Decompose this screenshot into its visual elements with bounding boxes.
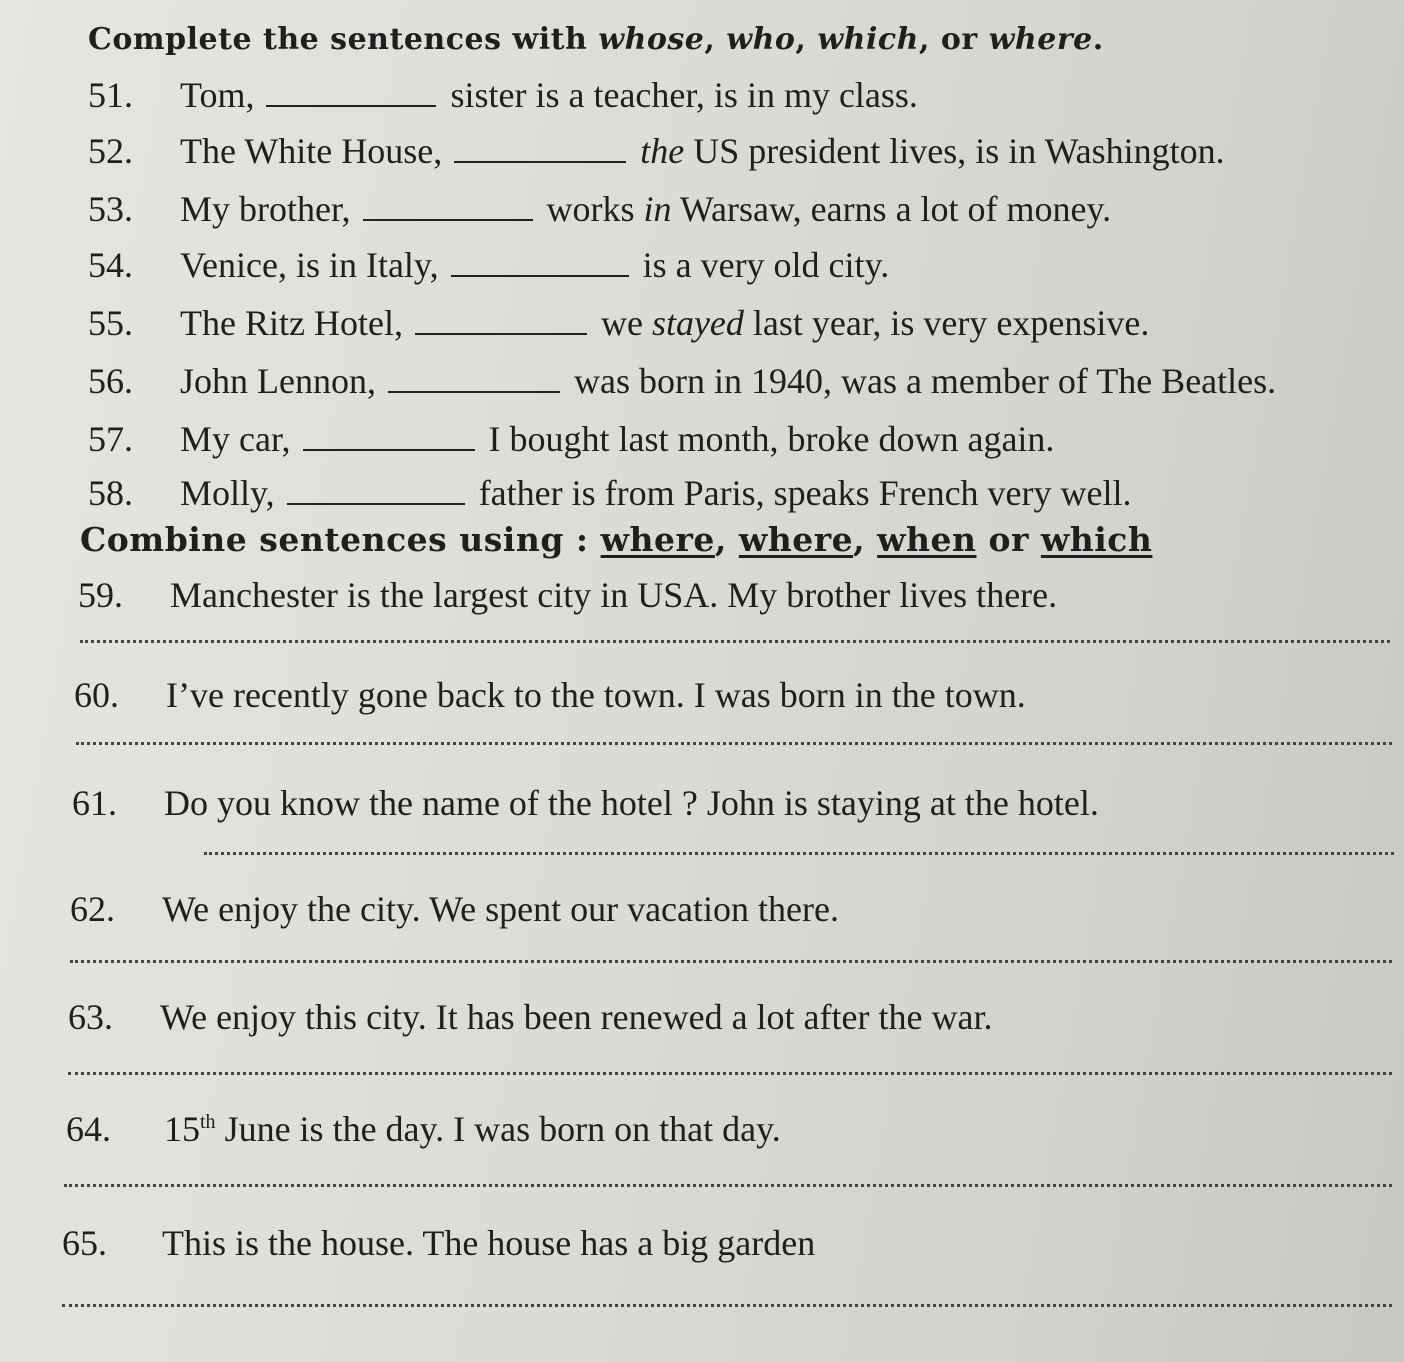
item-text-before: Molly, bbox=[180, 473, 275, 513]
item-text-italic: in bbox=[643, 189, 672, 229]
item-text: June is the day. I was born on that day. bbox=[215, 1109, 781, 1149]
item-text-before: My brother, bbox=[180, 189, 351, 229]
heading-sep: , bbox=[714, 520, 739, 559]
answer-blank[interactable] bbox=[266, 79, 436, 107]
item-number: 53. bbox=[88, 189, 133, 229]
answer-dotted-line[interactable] bbox=[204, 852, 1394, 855]
item-text: We enjoy this city. It has been renewed a lot after the war. bbox=[160, 997, 993, 1037]
exercise-item-63 bbox=[68, 996, 992, 1038]
item-text-before: The White House, bbox=[180, 131, 443, 171]
answer-blank[interactable] bbox=[303, 423, 475, 451]
heading-sep: , or bbox=[918, 22, 989, 57]
exercise-item-62 bbox=[70, 888, 839, 930]
section2-heading bbox=[80, 520, 1152, 559]
answer-dotted-line[interactable] bbox=[64, 1184, 1392, 1187]
item-number: 62. bbox=[70, 889, 115, 929]
heading-word: which bbox=[817, 22, 919, 57]
heading-sep: or bbox=[976, 520, 1041, 559]
answer-blank[interactable] bbox=[363, 193, 533, 221]
exercise-item-54 bbox=[88, 244, 889, 286]
item-text-italic: the bbox=[640, 131, 685, 171]
answer-dotted-line[interactable] bbox=[76, 742, 1392, 745]
heading-word: where bbox=[988, 22, 1093, 57]
item-number: 57. bbox=[88, 419, 133, 459]
item-text-before: John Lennon, bbox=[180, 361, 376, 401]
item-text-after: sister is a teacher, is in my class. bbox=[450, 75, 918, 115]
item-number: 60. bbox=[74, 675, 119, 715]
exercise-item-61 bbox=[72, 782, 1099, 824]
item-text-after: was born in 1940, was a member of The Beatles. bbox=[573, 361, 1277, 401]
item-text: We enjoy the city. We spent our vacation there. bbox=[162, 889, 839, 929]
exercise-item-57 bbox=[88, 418, 1054, 460]
exercise-item-53 bbox=[88, 188, 1111, 230]
item-text-after: US president lives, is in Washington. bbox=[684, 131, 1225, 171]
answer-dotted-line[interactable] bbox=[62, 1304, 1392, 1307]
item-text-before: My car, bbox=[180, 419, 291, 459]
item-text-before: Venice, is in Italy, bbox=[180, 245, 439, 285]
item-number: 51. bbox=[88, 75, 133, 115]
answer-blank[interactable] bbox=[287, 477, 465, 505]
item-number: 52. bbox=[88, 131, 133, 171]
heading-text: Combine sentences using : bbox=[80, 520, 601, 559]
answer-blank[interactable] bbox=[388, 365, 560, 393]
exercise-item-51 bbox=[88, 74, 918, 116]
answer-blank[interactable] bbox=[415, 307, 587, 335]
item-text: This is the house. The house has a big garden bbox=[162, 1223, 816, 1263]
exercise-item-56 bbox=[88, 360, 1276, 402]
item-text-after: Warsaw, earns a lot of money. bbox=[671, 189, 1112, 229]
item-text: Do you know the name of the hotel ? John is staying at the hotel. bbox=[164, 783, 1099, 823]
answer-blank[interactable] bbox=[454, 135, 626, 163]
exercise-item-59 bbox=[78, 574, 1057, 616]
item-number: 56. bbox=[88, 361, 133, 401]
heading-sep: , bbox=[853, 520, 878, 559]
item-number: 64. bbox=[66, 1109, 111, 1149]
item-number: 55. bbox=[88, 303, 133, 343]
item-number: 61. bbox=[72, 783, 117, 823]
item-number: 58. bbox=[88, 473, 133, 513]
item-number: 63. bbox=[68, 997, 113, 1037]
item-text-after-pre: works bbox=[546, 189, 644, 229]
item-text-before: Tom, bbox=[180, 75, 255, 115]
heading-text: Complete the sentences with bbox=[88, 22, 599, 57]
answer-blank[interactable] bbox=[451, 249, 629, 277]
heading-word: whose bbox=[598, 22, 705, 57]
item-text-after: is a very old city. bbox=[642, 245, 890, 285]
item-text-before: The Ritz Hotel, bbox=[180, 303, 403, 343]
exercise-item-55 bbox=[88, 302, 1149, 344]
exercise-item-65 bbox=[62, 1222, 815, 1264]
section1-heading bbox=[88, 22, 1104, 57]
item-text-italic: stayed bbox=[651, 303, 744, 343]
exercise-item-60 bbox=[74, 674, 1026, 716]
item-text-after-pre: we bbox=[600, 303, 652, 343]
exercise-item-58 bbox=[88, 472, 1132, 514]
item-text: Manchester is the largest city in USA. My brother lives there. bbox=[170, 575, 1058, 615]
item-text-after: last year, is very expensive. bbox=[743, 303, 1150, 343]
heading-sep: , bbox=[704, 22, 727, 57]
item-text-sup: th bbox=[200, 1111, 216, 1133]
item-text: I’ve recently gone back to the town. I was born in the town. bbox=[166, 675, 1026, 715]
item-number: 54. bbox=[88, 245, 133, 285]
heading-word: where bbox=[738, 520, 854, 559]
heading-word: which bbox=[1040, 520, 1153, 559]
answer-dotted-line[interactable] bbox=[70, 960, 1392, 963]
item-text-after: I bought last month, broke down again. bbox=[488, 419, 1055, 459]
exercise-item-52 bbox=[88, 130, 1225, 172]
item-number: 59. bbox=[78, 575, 123, 615]
heading-word: where bbox=[600, 520, 715, 559]
heading-sep: . bbox=[1092, 22, 1104, 57]
exercise-item-64 bbox=[66, 1108, 781, 1150]
item-text-after: father is from Paris, speaks French very well. bbox=[478, 473, 1132, 513]
answer-dotted-line[interactable] bbox=[68, 1072, 1392, 1075]
answer-dotted-line[interactable] bbox=[80, 640, 1390, 643]
heading-word: when bbox=[877, 520, 977, 559]
heading-word: who bbox=[726, 22, 796, 57]
heading-sep: , bbox=[795, 22, 818, 57]
item-text-pre: 15 bbox=[164, 1109, 200, 1149]
item-number: 65. bbox=[62, 1223, 107, 1263]
